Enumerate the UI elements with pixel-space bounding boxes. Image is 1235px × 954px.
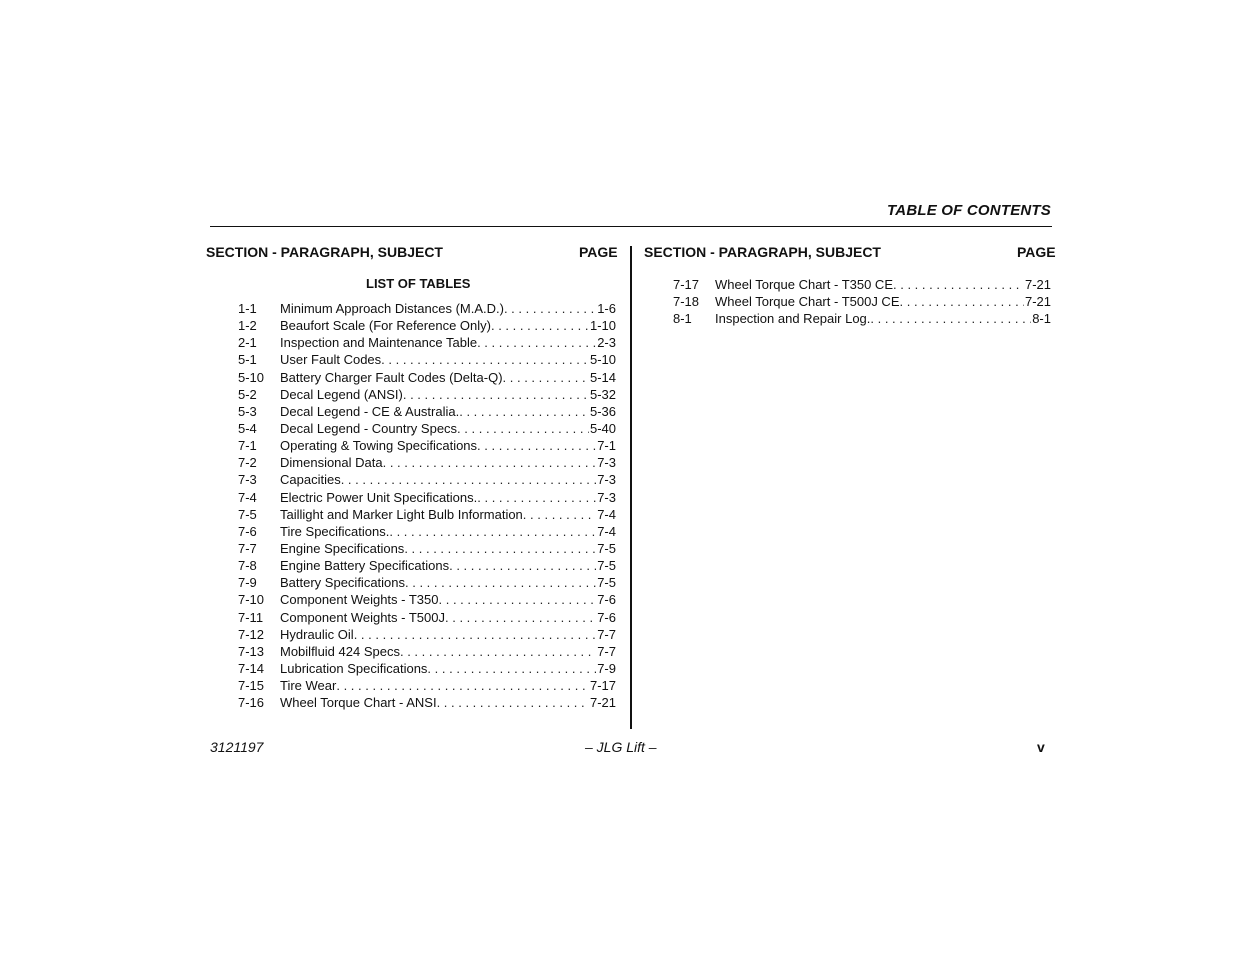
list-of-tables-title: LIST OF TABLES (366, 276, 471, 291)
toc-entry-page: 5-14 (589, 369, 616, 385)
toc-entry[interactable] (238, 471, 616, 488)
toc-entry[interactable] (238, 609, 616, 626)
toc-entry-page: 7-4 (597, 506, 616, 522)
toc-entry-number: 7-9 (238, 575, 257, 591)
dot-leader (354, 626, 597, 643)
dot-leader (404, 540, 596, 557)
toc-entry-page: 7-3 (597, 472, 616, 488)
toc-entry-number: 7-14 (238, 660, 265, 676)
toc-entry-number: 1-2 (238, 318, 257, 334)
toc-entry-title: Wheel Torque Chart - ANSI (280, 695, 437, 711)
dot-leader (389, 523, 596, 540)
toc-entry[interactable] (238, 523, 616, 540)
toc-entry-page: 5-40 (589, 420, 616, 436)
dot-leader (491, 317, 589, 334)
toc-entry-page: 7-9 (597, 660, 616, 676)
toc-entry-page: 5-36 (589, 403, 616, 419)
dot-leader (504, 300, 596, 317)
toc-entry-page: 1-10 (589, 318, 616, 334)
toc-entry[interactable] (238, 506, 616, 523)
footer-page-number: v (1037, 739, 1045, 755)
toc-entry-number: 7-7 (238, 540, 257, 556)
dot-leader (445, 609, 596, 626)
toc-entry-number: 7-10 (238, 592, 265, 608)
toc-entry-page: 7-3 (597, 489, 616, 505)
dot-leader (336, 677, 589, 694)
toc-entry-title: Decal Legend - CE & Australia. (280, 403, 460, 419)
toc-entry-number: 7-11 (238, 609, 264, 625)
toc-entry-number: 5-3 (238, 403, 257, 419)
toc-entry-page: 7-6 (597, 592, 616, 608)
toc-entry-title: Lubrication Specifications (280, 660, 428, 676)
toc-entry-number: 7-6 (238, 523, 257, 539)
left-page-heading: PAGE (579, 244, 618, 260)
toc-entry-title: Engine Battery Specifications (280, 558, 450, 574)
dot-leader (403, 386, 589, 403)
footer-publisher: – JLG Lift – (585, 739, 657, 755)
toc-entry-number: 7-1 (238, 438, 257, 454)
toc-entry-number: 7-12 (238, 626, 265, 642)
toc-entry-title: Capacities (280, 472, 341, 488)
toc-entry-title: Wheel Torque Chart - T500J CE (715, 294, 900, 310)
toc-entry-title: Hydraulic Oil (280, 626, 354, 642)
toc-entry[interactable] (238, 454, 616, 471)
toc-entry-page: 7-7 (597, 626, 616, 642)
dot-leader (439, 591, 597, 608)
toc-entry-number: 7-13 (238, 643, 265, 659)
right-page-heading: PAGE (1017, 244, 1056, 260)
toc-entry[interactable] (238, 334, 616, 351)
toc-entry-page: 5-10 (589, 352, 616, 368)
right-subject-heading: SECTION - PARAGRAPH, SUBJECT (644, 244, 881, 260)
dot-leader (893, 276, 1024, 293)
toc-entry-title: Electric Power Unit Specifications. (280, 489, 478, 505)
toc-entry[interactable] (238, 351, 616, 368)
dot-leader (459, 403, 589, 420)
header-rule (210, 226, 1052, 227)
toc-entry[interactable] (673, 276, 1051, 293)
toc-entry-title: Battery Charger Fault Codes (Delta-Q) (280, 369, 503, 385)
toc-entry-page: 7-3 (597, 455, 616, 471)
toc-entry[interactable] (238, 660, 616, 677)
toc-entry-title: Inspection and Repair Log. (715, 311, 871, 327)
toc-entry-number: 5-2 (238, 386, 257, 402)
toc-entry-page: 8-1 (1032, 311, 1051, 327)
toc-entry-number: 5-10 (238, 369, 265, 385)
toc-entry[interactable] (238, 403, 616, 420)
toc-entry-page: 7-17 (589, 678, 616, 694)
toc-entry-page: 7-1 (597, 438, 616, 454)
toc-entry-title: Tire Specifications. (280, 523, 390, 539)
toc-entry[interactable] (673, 310, 1051, 327)
footer-doc-number: 3121197 (210, 739, 264, 755)
dot-leader (383, 454, 597, 471)
toc-entry[interactable] (238, 643, 616, 660)
toc-entry-page: 7-5 (597, 540, 616, 556)
toc-entry[interactable] (673, 293, 1051, 310)
dot-leader (381, 351, 589, 368)
toc-entry-number: 2-1 (238, 335, 257, 351)
toc-entry-page: 5-32 (589, 386, 616, 402)
toc-entry-title: Wheel Torque Chart - T350 CE (715, 277, 893, 292)
toc-entry-number: 7-8 (238, 558, 257, 574)
toc-entry-title: Battery Specifications (280, 575, 406, 591)
toc-entry-page: 7-21 (589, 695, 616, 711)
left-subject-heading: SECTION - PARAGRAPH, SUBJECT (206, 244, 443, 260)
toc-entry-title: Beaufort Scale (For Reference Only) (280, 318, 491, 334)
toc-entry-page: 7-5 (597, 575, 616, 591)
dot-leader (477, 437, 596, 454)
toc-entry[interactable] (238, 677, 616, 694)
page-header-title: TABLE OF CONTENTS (887, 202, 1051, 219)
toc-entry-number: 7-4 (238, 489, 257, 505)
toc-entry-title: Engine Specifications (280, 540, 405, 556)
toc-entry[interactable] (238, 386, 616, 403)
toc-entry-number: 5-4 (238, 420, 257, 436)
toc-entry-number: 7-2 (238, 455, 257, 471)
toc-entry[interactable] (238, 489, 616, 506)
toc-entry-number: 7-5 (238, 506, 257, 522)
toc-entry-page: 7-4 (597, 523, 616, 539)
toc-entry-page: 1-6 (597, 301, 616, 316)
dot-leader (870, 310, 1031, 327)
toc-entry-number: 5-1 (238, 352, 257, 368)
toc-entry-title: Dimensional Data (280, 455, 383, 471)
toc-entry-title: Tire Wear (280, 678, 337, 694)
toc-entry-title: Component Weights - T500J (280, 609, 445, 625)
toc-entry-title: Decal Legend (ANSI) (280, 386, 403, 402)
dot-leader (523, 506, 596, 523)
dot-leader (449, 557, 596, 574)
toc-entry-title: Mobilfluid 424 Specs (280, 643, 400, 659)
dot-leader (437, 694, 589, 711)
toc-entry-number: 7-16 (238, 695, 265, 711)
toc-entry[interactable] (238, 437, 616, 454)
dot-leader (900, 293, 1024, 310)
dot-leader (457, 420, 589, 437)
toc-entry[interactable] (238, 574, 616, 591)
toc-entry-title: Component Weights - T350 (280, 592, 439, 608)
toc-entry-number: 7-15 (238, 678, 265, 694)
toc-entry-title: Inspection and Maintenance Table (280, 335, 478, 351)
toc-entry-title: Minimum Approach Distances (M.A.D.) (280, 301, 504, 316)
toc-entry-page: 2-3 (597, 335, 616, 351)
column-divider (630, 246, 632, 729)
toc-entry[interactable] (238, 626, 616, 643)
toc-entry-page: 7-7 (597, 643, 616, 659)
toc-entry[interactable] (238, 300, 616, 317)
toc-entry-page: 7-21 (1024, 294, 1051, 310)
toc-entry-page: 7-6 (597, 609, 616, 625)
toc-entry[interactable] (238, 420, 616, 437)
toc-entry-number: 1-1 (238, 301, 257, 316)
dot-leader (427, 660, 596, 677)
toc-entry-number: 7-3 (238, 472, 257, 488)
left-toc-list (238, 300, 616, 711)
dot-leader (400, 643, 596, 660)
dot-leader (341, 471, 597, 488)
toc-entry[interactable] (238, 369, 616, 386)
toc-entry[interactable] (238, 591, 616, 608)
dot-leader (477, 489, 596, 506)
right-toc-list (673, 276, 1051, 327)
toc-entry-title: Taillight and Marker Light Bulb Information (280, 506, 523, 522)
toc-entry-number: 7-17 (673, 277, 700, 292)
dot-leader (477, 334, 596, 351)
toc-entry-number: 8-1 (673, 311, 692, 327)
toc-entry[interactable] (238, 317, 616, 334)
toc-entry[interactable] (238, 557, 616, 574)
dot-leader (503, 369, 589, 386)
toc-entry-title: Operating & Towing Specifications (280, 438, 478, 454)
toc-entry-title: User Fault Codes (280, 352, 382, 368)
toc-entry-page: 7-21 (1024, 277, 1051, 292)
toc-entry-title: Decal Legend - Country Specs (280, 420, 458, 436)
toc-entry-page: 7-5 (597, 558, 616, 574)
toc-entry[interactable] (238, 540, 616, 557)
dot-leader (405, 574, 596, 591)
toc-entry[interactable] (238, 694, 616, 711)
toc-entry-number: 7-18 (673, 294, 700, 310)
